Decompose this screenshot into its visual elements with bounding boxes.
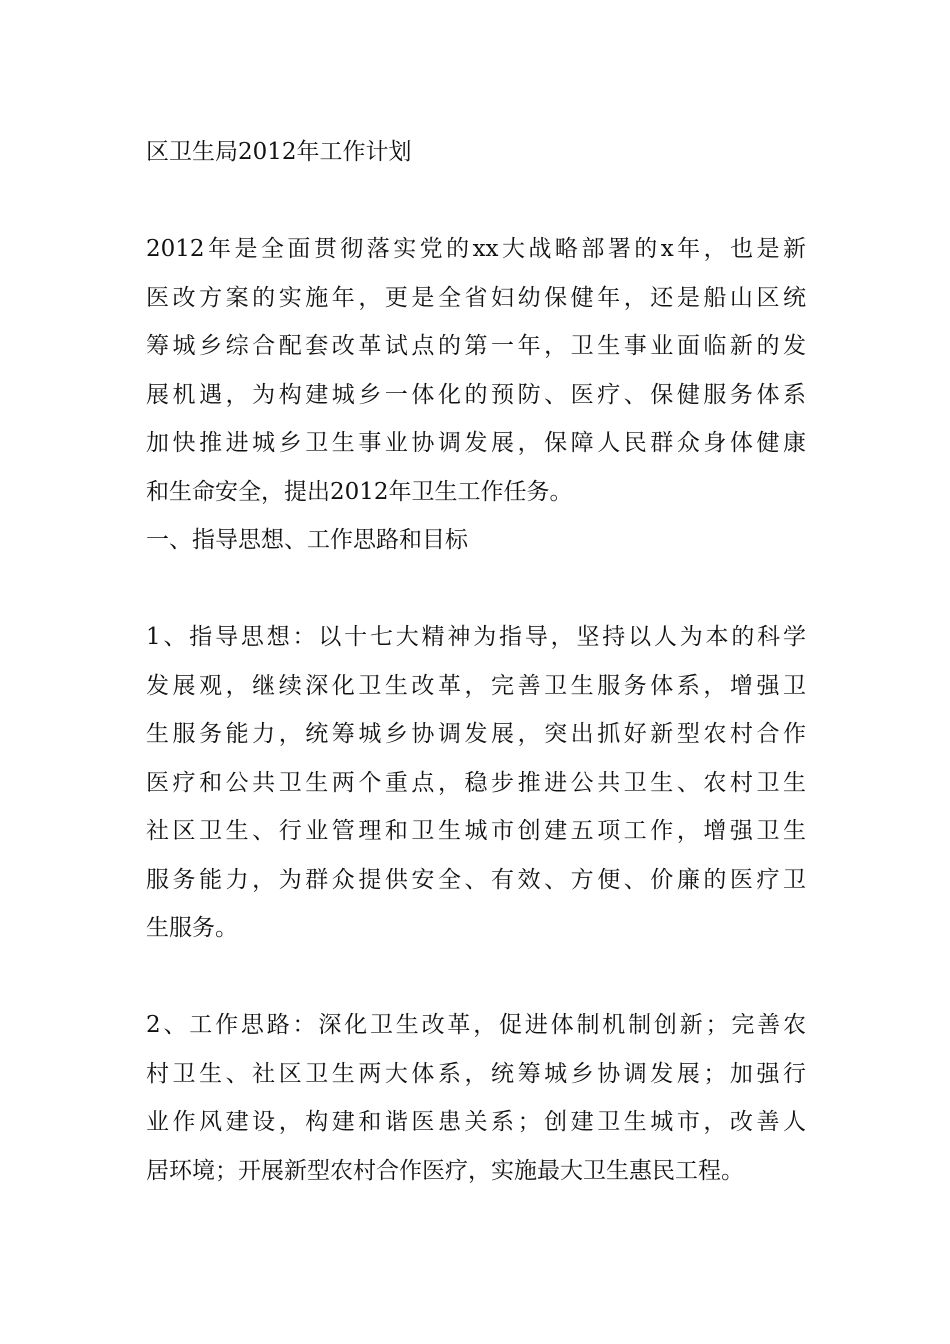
- blank-line: [146, 953, 806, 1002]
- paragraph-line: 2012年是全面贯彻落实党的xx大战略部署的x年，也是新: [146, 236, 806, 262]
- blank-line: [146, 177, 806, 226]
- paragraph-line: 医改方案的实施年，更是全省妇幼保健年，还是船山区统: [146, 284, 806, 311]
- guiding-thought-paragraph: [146, 613, 806, 953]
- paragraph-line: 1、指导思想：以十七大精神为指导，坚持以人为本的科学: [146, 624, 806, 650]
- paragraph-line: 筹城乡综合配套改革试点的第一年，卫生事业面临新的发: [146, 333, 806, 359]
- paragraph-line: 发展观，继续深化卫生改革，完善卫生服务体系，增强卫: [146, 672, 806, 699]
- paragraph-line: 服务能力，为群众提供安全、有效、方便、价廉的医疗卫: [146, 866, 806, 893]
- document-body: [146, 128, 806, 1195]
- paragraph-line: 业作风建设，构建和谐医患关系；创建卫生城市，改善人: [146, 1109, 806, 1135]
- section-heading: 一、指导思想、工作思路和目标: [146, 527, 468, 553]
- paragraph-line: 生服务能力，统筹城乡协调发展，突出抓好新型农村合作: [146, 721, 806, 747]
- paragraph-line: 居环境；开展新型农村合作医疗，实施最大卫生惠民工程。: [146, 1157, 744, 1184]
- paragraph-line: 村卫生、社区卫生两大体系，统筹城乡协调发展；加强行: [146, 1060, 806, 1087]
- paragraph-line: 社区卫生、行业管理和卫生城市创建五项工作，增强卫生: [146, 818, 806, 844]
- document-title: 区卫生局2012年工作计划: [146, 139, 412, 165]
- paragraph-line: 加快推进城乡卫生事业协调发展，保障人民群众身体健康: [146, 430, 806, 456]
- paragraph-line: 2、工作思路：深化卫生改革，促进体制机制创新；完善农: [146, 1012, 806, 1038]
- paragraph-line: 医疗和公共卫生两个重点，稳步推进公共卫生、农村卫生: [146, 769, 806, 796]
- blank-line: [146, 565, 806, 614]
- paragraph-line: 展机遇，为构建城乡一体化的预防、医疗、保健服务体系: [146, 381, 806, 408]
- paragraph-line: 和生命安全，提出2012年卫生工作任务。: [146, 478, 573, 505]
- paragraph-line: 生服务。: [146, 915, 238, 941]
- intro-paragraph: [146, 225, 806, 516]
- work-approach-paragraph: [146, 1001, 806, 1195]
